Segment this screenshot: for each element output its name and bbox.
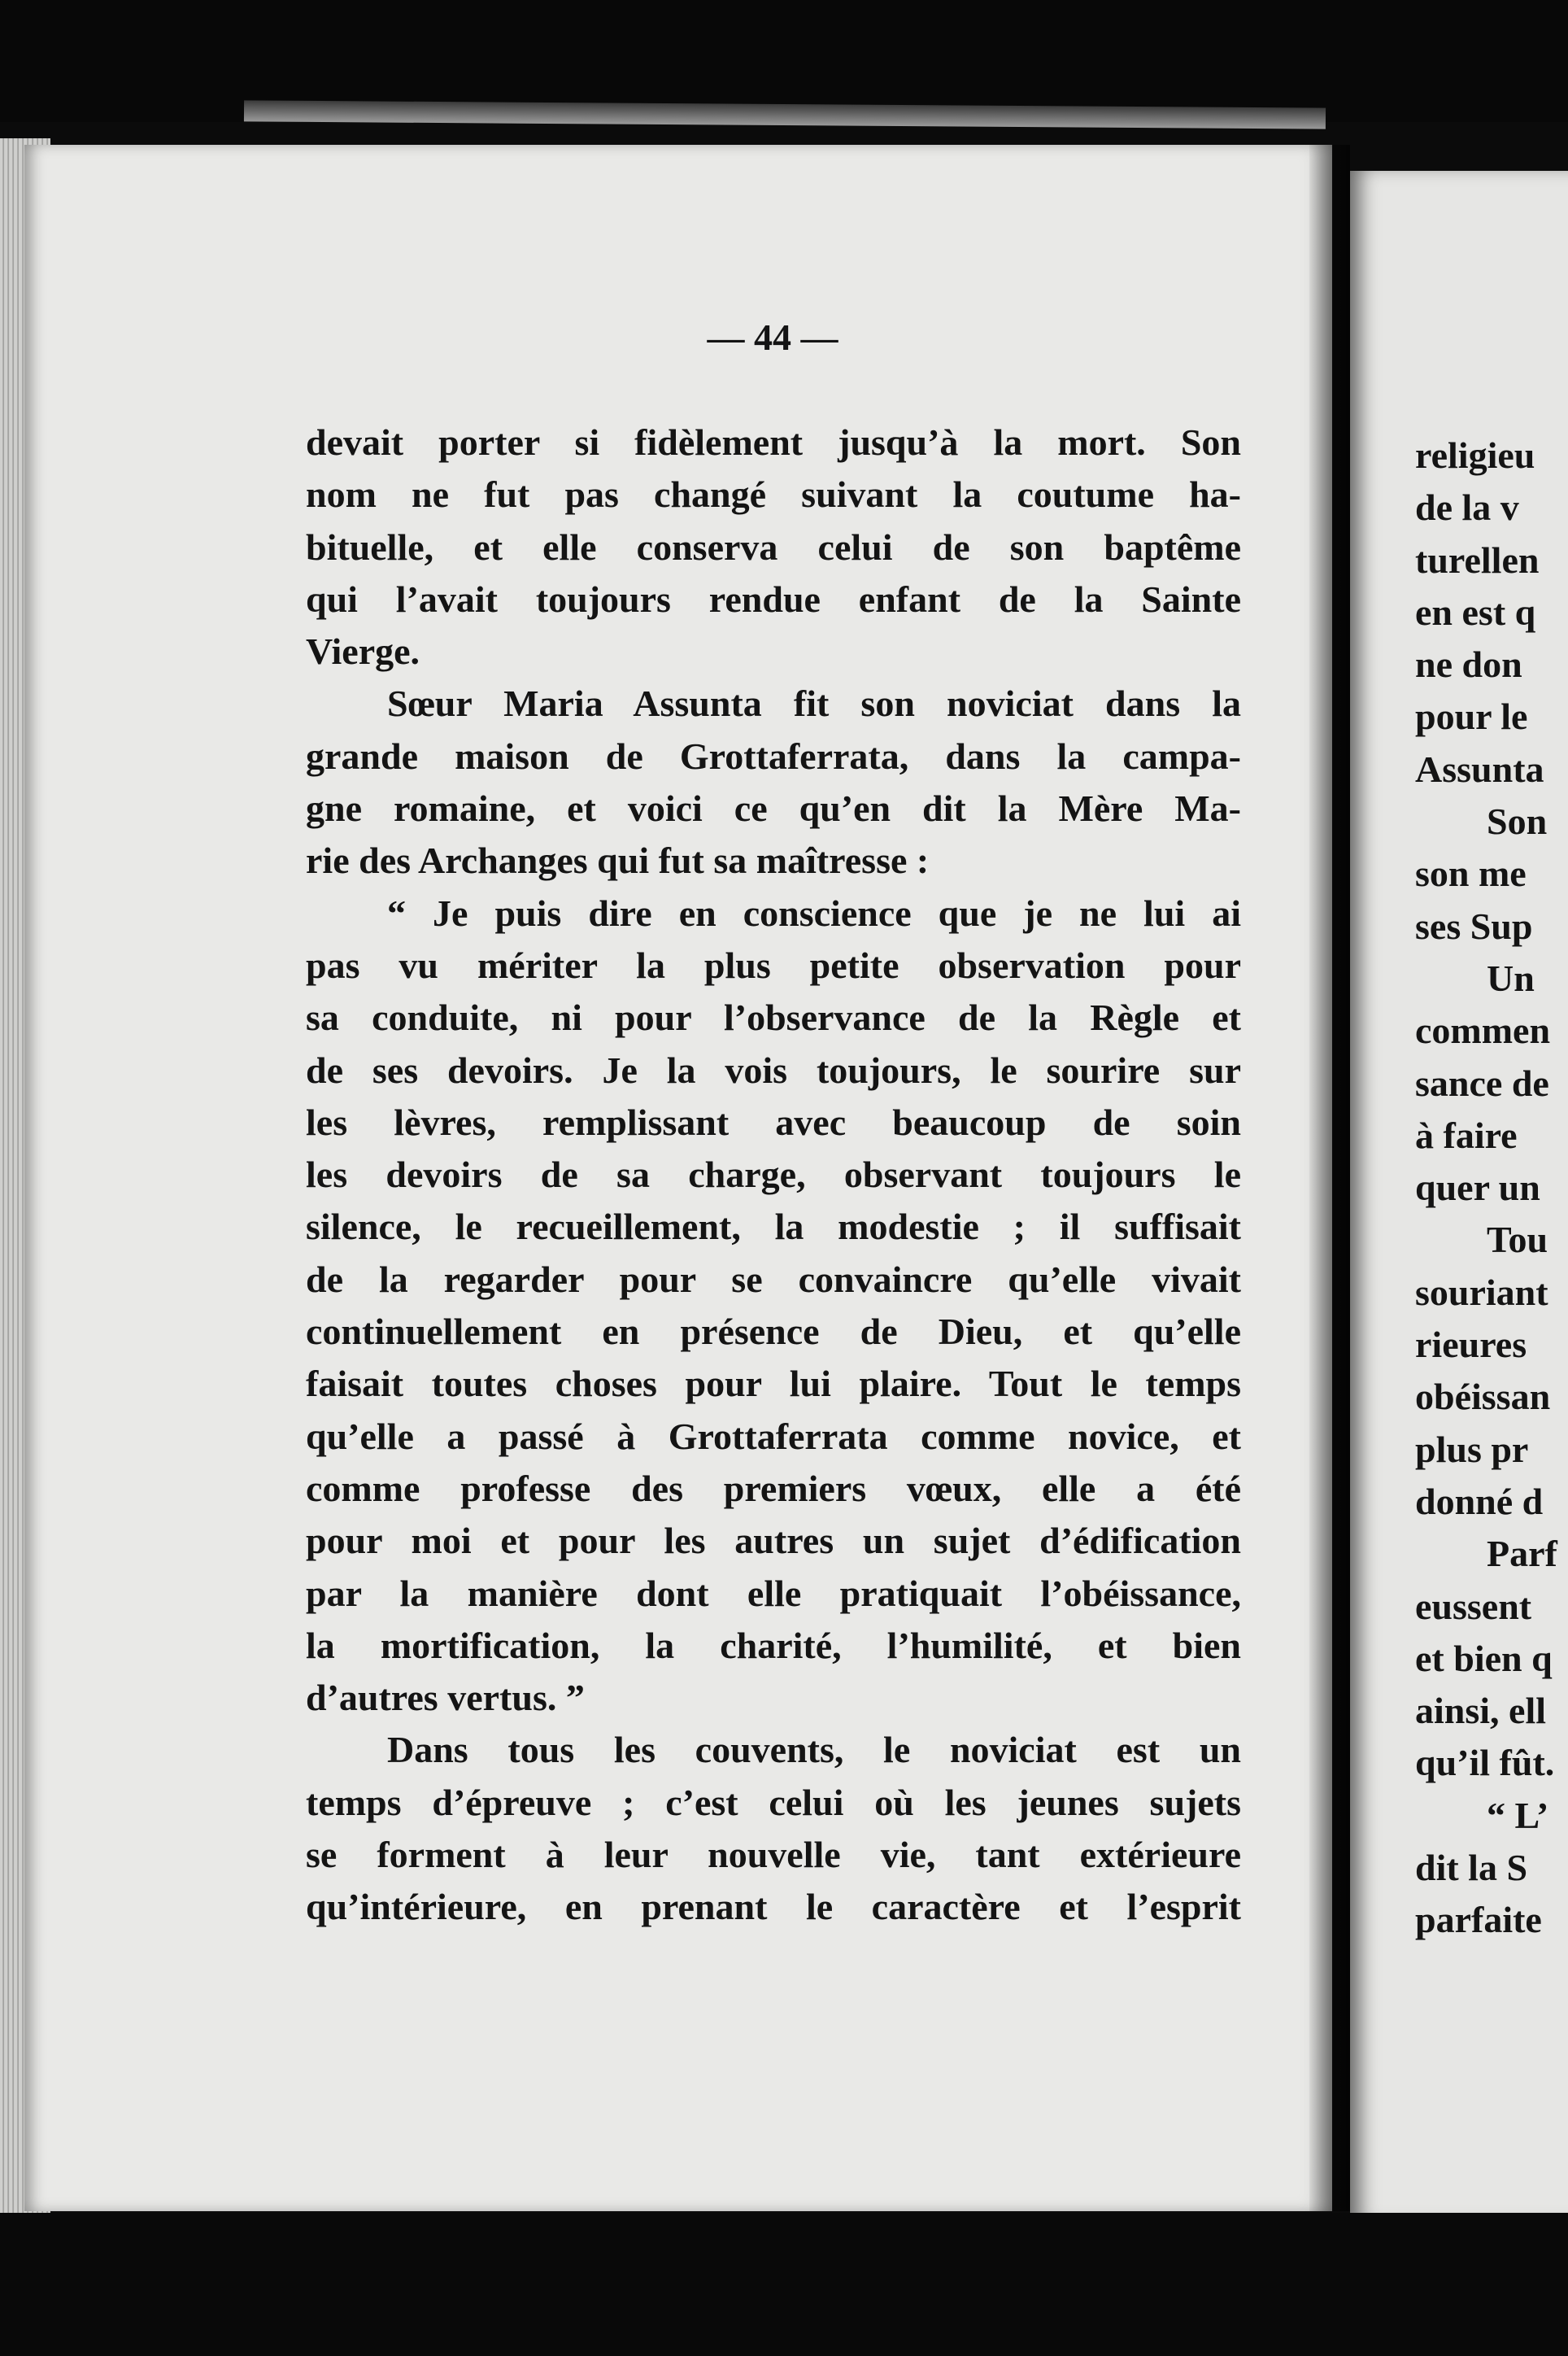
text-line: grande maison de Grottaferrata, dans la campa- [306,735,1241,777]
text-line: temps d’épreuve ; c’est celui où les jeunes sujets [306,1781,1241,1823]
text-line: qu’elle a passé à Grottaferrata comme novice, et [306,1415,1241,1457]
text-line: commen [1415,1010,1551,1052]
text-line: ses Sup [1415,905,1533,947]
text-line: “ Je puis dire en conscience que je ne lui ai [387,892,1241,934]
text-line: les devoirs de sa charge, observant toujours le [306,1154,1241,1196]
text-line: pas vu mériter la plus petite observation pour [306,944,1241,986]
text-line: son me [1415,853,1527,895]
text-line: en est q [1415,591,1536,633]
text-line: parfaite [1415,1899,1542,1941]
text-line: devait porter si fidèlement jusqu’à la mort. Son [306,421,1241,463]
text-line: souriant [1415,1271,1548,1313]
text-line: turellen [1415,539,1540,581]
text-line: de la regarder pour se convaincre qu’elle vivait [306,1258,1241,1300]
text-line: religieu [1415,434,1535,476]
text-line: obéissan [1415,1376,1551,1418]
text-line: sa conduite, ni pour l’observance de la Règle et [306,997,1241,1039]
text-line: Un [1487,957,1535,999]
text-line: rieures [1415,1324,1527,1366]
text-line: se forment à leur nouvelle vie, tant extérieure [306,1834,1241,1876]
text-line: Dans tous les couvents, le noviciat est un [387,1729,1241,1771]
text-line: les lèvres, remplissant avec beaucoup de soin [306,1101,1241,1143]
page-number: — 44 — [707,316,838,358]
text-line: comme professe des premiers vœux, elle a été [306,1467,1241,1509]
text-line: gne romaine, et voici ce qu’en dit la Mère Ma- [306,788,1241,830]
text-line: “ L’ [1487,1794,1549,1836]
text-line: de la v [1415,486,1519,529]
text-line: quer un [1415,1167,1540,1209]
text-line: Assunta [1415,748,1544,790]
text-line: qui l’avait toujours rendue enfant de la Sainte [306,578,1241,620]
text-line: pour moi et pour les autres un sujet d’édification [306,1520,1241,1562]
text-line: à faire [1415,1114,1518,1156]
text-line: Tou [1487,1219,1548,1261]
text-line: sance de [1415,1062,1549,1104]
text-line: et bien q [1415,1637,1553,1679]
text-line: qu’intérieure, en prenant le caractère et l’esprit [306,1886,1241,1928]
text-line: donné d [1415,1480,1544,1522]
text-line: d’autres vertus. ” [306,1677,585,1719]
gutter-shadow [1309,145,1350,2211]
text-line: eussent [1415,1585,1532,1627]
text-line: Sœur Maria Assunta fit son noviciat dans la [387,683,1241,725]
right-page-text [1415,430,1568,1947]
text-line: Son [1487,801,1548,843]
text-line: par la manière dont elle pratiquait l’obéissance, [306,1572,1241,1614]
film-border-bottom [0,2213,1568,2356]
text-line: rie des Archanges qui fut sa maîtresse : [306,840,930,882]
text-line: silence, le recueillement, la modestie ; il suffisait [306,1206,1241,1248]
text-line: plus pr [1415,1428,1529,1470]
text-line: continuellement en présence de Dieu, et qu’elle [306,1311,1241,1353]
text-line: faisait toutes choses pour lui plaire. Tout le temps [306,1363,1241,1405]
text-line: qu’il fût. [1415,1742,1555,1784]
text-line: dit la S [1415,1847,1528,1889]
text-line: de ses devoirs. Je la vois toujours, le sourire sur [306,1049,1241,1091]
text-line: bituelle, et elle conserva celui de son baptême [306,526,1241,568]
text-line: ne don [1415,644,1522,686]
left-page-text [306,417,1241,1934]
text-line: ainsi, ell [1415,1690,1547,1732]
text-line: nom ne fut pas changé suivant la coutume ha- [306,473,1241,516]
text-line: la mortification, la charité, l’humilité, et bien [306,1624,1241,1666]
text-line: Parf [1487,1533,1557,1575]
text-line: Vierge. [306,630,420,673]
text-line: pour le [1415,696,1528,738]
